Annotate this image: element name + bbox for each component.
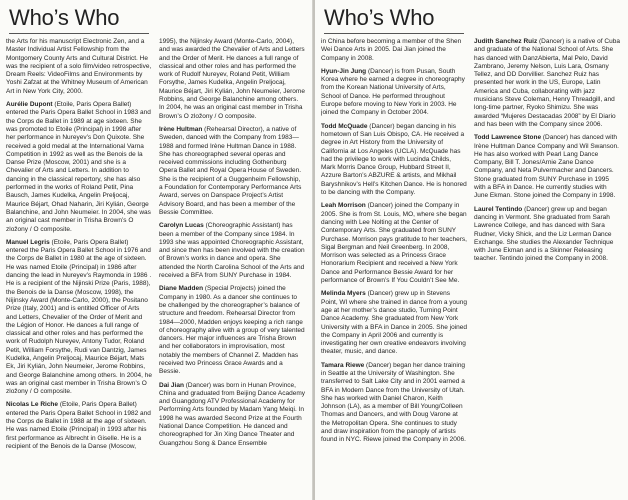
bio-name: Aurélie Dupont xyxy=(6,101,53,109)
right-page xyxy=(315,0,628,500)
bio-name: Manuel Legris xyxy=(6,238,50,246)
bio-name: Dai Jian xyxy=(159,381,184,389)
bio-entry xyxy=(159,285,305,376)
bio-entry xyxy=(321,290,467,356)
bio-text: (Etoile, Paris Opera Ballet) entered the Paris Opera Ballet School in 1976 and the Corps de Ballet in 1980 at the age of sixteen. He was named Etoile (Principal) in 1986 after dancing the lead in Nureyev’s Raymonda in 1986 . He is a recipient of the Nijinski Prize (Paris, 1988), the Benois de la Danse (Moscow, 1998), the Nijinsky Award (Monte-Carlo, 2000), the Positano Prize (Italy, 2001) and is entitled Officer of Arts and Letters, Chevalier of the Order of Merit and the Légion of Honor. He dances a full range of classical and other roles and has performed the work of Rudolph Nureyev, Antony Tudor, Roland Petit, William Forsythe, Rudi van Dantzig, James Kudelka, Angelin Preljocaj, Maurice Béjart, Mats Ek, Jiri Kylián, John Neumeier, Jerome Robbins, and George Balanchine among others. In 2004, he was an original cast member in Trisha Brown’s O zložony / O composite. xyxy=(6,238,152,396)
left-column-2 xyxy=(159,38,305,498)
bio-entry xyxy=(6,401,152,451)
bio-entry xyxy=(321,123,467,198)
bio-name: Leah Morrison xyxy=(321,202,366,210)
bio-text: (Dancer) was born in Hunan Province, China and graduated from Beijing Dance Academy and Guangdong ATV Professional Academy for Performing Arts founded by Madam Yang Meiqi. In 1998 he was awarded Second Prize at the Fourth National Dance Competition. He danced and choreographed for Jin Xing Dance Theater and Guangzhou Song & Dance Ensemble xyxy=(159,381,305,447)
title-rule-left xyxy=(9,33,149,34)
bio-text: the Arts for his manuscript Electronic Zen, and a Master Individual Artist Fellowship from the Montgomery County Arts and Cultural District. He was the recipient of a solo film/video retrospective, Dream Reels: VideoFilms and Environments by Yoshi Zafzat at the Whitney Museum of American Art in New York City, 2000. xyxy=(6,38,152,95)
bio-text: (Special Projects) joined the Company in 1980. As a dancer she continues to be challenged by the choreographer’s balance of structure and freedom. Rehearsal Director from 1984—2000, Madden enjoys keeping a rich range of choreography alive with a group of very talented dancers. Her major influences are Trisha Brown and her collaborators in improvisation, most notably the members of Channel Z. Madden has received two Princess Grace Awards and a Bessie. xyxy=(159,285,305,376)
bio-entry xyxy=(321,38,467,63)
bio-entry xyxy=(474,38,620,129)
bio-entry xyxy=(321,202,467,285)
bio-text: (Dancer) began her dance training in Seattle at the University of Washington. She transferred to Salt Lake City and in 2001 earned a BFA in Modern Dance from the University of Utah. She has worked with Daniel Charon, Keith Johnson (LA), as a member of Bill Young/Colleen Thomas and Dancers, and with Doug Varone at the Metropolitan Opera. She continues to study and draw inspiration from the panoply of artists found in NYC. Riewe joined the Company in 2006. xyxy=(321,361,466,444)
bio-name: Judith Sanchez Ruiz xyxy=(474,38,538,45)
bio-entry xyxy=(159,222,305,280)
bio-text: (Etoile, Paris Opera Ballet) entered the Paris Opera Ballet School in 1982 and the Corps de Ballet in 1988 at the age of sixteen. He was named Etoile (Principal) in 1993 after his first performance as Albrecht in Giselle. He is a recipient of the Benois de la Danse (Moscow, xyxy=(6,401,151,450)
bio-name: Todd McQuade xyxy=(321,122,368,130)
bio-entry xyxy=(6,239,152,397)
left-page xyxy=(0,0,313,500)
bio-text: (Etoile, Paris Opera Ballet) entered the Paris Opera Ballet School in 1983 and the Corps de Ballet in 1989 at age sixteen. She was promoted to Etoile (Principal) in 1998 after her performance in Nureyev’s Don Quixote. She received a gold medal at the International Varna Competition in 1992 as well as the Benois de la Danse Prize (Moscow, 2001) and she is a Chevalier of Arts and Letters. In addition to dancing in the classical repertory, she has also performed in the works of Roland Petit, Pina Bausch, James Kudelka, Angelin Preljocaj, Maurice Béjart, Ohad Naharin, Jiri Kylián, George Balanchine, and John Neumeier. In 2004, she was an original cast member in Trisha Brown’s O zložony / O composite. xyxy=(6,101,151,233)
page-title-right: Who’s Who xyxy=(324,5,435,30)
right-column-1 xyxy=(321,38,467,498)
bio-name: Tamara Riewe xyxy=(321,361,365,369)
bio-text: in China before becoming a member of the Shen Wei Dance Arts in 2005. Dai Jian joined the Company in 2008. xyxy=(321,38,462,62)
bio-entry xyxy=(474,206,620,264)
bio-text: (Dancer) grew up in Stevens Point, WI where she trained in dance from a young age at her mother’s dance studio, Turning Point Dance Academy. She graduated from New York University with a BFA in Dance in 2005. She joined the Company in April 2006 and currently is investigating her own creative endeavors involving theater, music, and dance. xyxy=(321,290,467,356)
left-column-1 xyxy=(6,38,152,498)
bio-entry xyxy=(159,126,305,217)
bio-text: (Rehearsal Director), a native of Sweden, danced with the Company from 1983—1988 and formed Irène Hultman Dance in 1988. She has choreographed several operas and received commissions including Gothenburg Opera Ballet and Royal Opera House of Sweden. She is the recipient of a Guggenheim Fellowship, a Foundation for Contemporary Performance Arts Award, serves on Danspace Project’s Artist Advisory Board, and has been a member of the Bessie Committee. xyxy=(159,125,302,216)
bio-entry xyxy=(321,68,467,118)
bio-name: Melinda Myers xyxy=(321,290,366,298)
bio-name: Laurel Tentindo xyxy=(474,205,523,213)
bio-name: Carolyn Lucas xyxy=(159,222,204,230)
bio-name: Nicolas Le Riche xyxy=(6,401,59,409)
bio-text: (Dancer) grew up and began dancing in Vermont. She graduated from Sarah Lawrence College, and has danced with Sara Rudner, Vicky Shick, and the Liz Lerman Dance Exchange. She studies the Alexander Technique with June Ekman and is a Skinner Releasing teacher. Tentindo joined the Company in 2008. xyxy=(474,205,614,263)
title-rule-right xyxy=(324,33,464,34)
bio-entry xyxy=(6,38,152,96)
bio-name: Diane Madden xyxy=(159,285,204,293)
bio-text: (Dancer) is a native of Cuba and graduate of the National School of Arts. She has danced with DanzAbierta, Mal Pelo, David Zambrano, Jeremy Nelson, Luis Lara, Osmany Tellez, and DD Dorvillier. Sanchez Ruiz has presented her work in the US, Europe, Latin America and Cuba, collaborating with jazz musicians Steve Coleman, Henry Threadgill, and long-time partner, Ryoko Shimizu. She was awarded “Mujeres Destacadas 2008” by El Diario and has been with the Company since 2006. xyxy=(474,38,620,128)
bio-name: Todd Lawrence Stone xyxy=(474,134,542,142)
bio-name: Hyun-Jin Jung xyxy=(321,67,367,75)
bio-text: (Dancer) began dancing in his hometown of San Luis Obispo, CA. He received a degree in Art History from the University of California at Los Angeles (UCLA). McQuade has had the privilege to work with Lucinda Childs, Mark Morris Dance Group, Hubbard Street II, Azzure Barton’s ABZURE & artists, and Mikhail Baryshnikov’s Hell’s Kitchen Dance. He is honored to be dancing with the Company. xyxy=(321,122,467,197)
bio-text: (Dancer) is from Pusan, South Korea where he earned a degree in choreography from the Korean National University of Arts, School of Dance. He performed throughout Europe before moving to New York in 2003. He joined the Company in October 2004. xyxy=(321,67,465,117)
bio-entry xyxy=(321,362,467,445)
bio-entry xyxy=(159,38,305,121)
page-title-left: Who’s Who xyxy=(9,5,120,30)
bio-text: (Choreographic Assistant) has been a member of the Company since 1984. In 1993 she was appointed Choreographic Assistant, and since then has been involved with the creation of Brown’s works in dance and opera. She attended the North Carolina School of the Arts and received a BFA from SUNY Purchase in 1984. xyxy=(159,222,305,280)
bio-name: Irène Hultman xyxy=(159,125,203,133)
bio-entry xyxy=(6,101,152,234)
bio-entry xyxy=(474,134,620,200)
bio-entry xyxy=(159,382,305,448)
bio-text: 1995), the Nijinsky Award (Monte-Carlo, 2004), and was awarded the Chevalier of Arts and Letters and the Order of Merit. He dances a full range of classical and other roles and has performed the work of Rudolf Nureyev, Roland Petit, William Forsythe, James Kudelka, Angelin Preljocaj, Maurice Béjart, Jiri Kylián, John Neumeier, Jerome Robbins, and George Balanchine among others. In 2004, he was an original cast member in Trisha Brown’s O zložony / O composite. xyxy=(159,38,305,120)
bio-text: (Dancer) has danced with Irène Hultman Dance Company and Wil Swanson. He has also worked with Pearl Lang Dance Company, Bill T. Jones/Arnie Zane Dance Company, and Neta Pulvermacher and Dancers. Stone graduated from SUNY Purchase in 1995 with a BFA in Dance. He currently studies with June Ekman. Stone joined the Company in 1998. xyxy=(474,134,619,200)
right-column-2 xyxy=(474,38,620,498)
bio-text: (Dancer) joined the Company in 2005. She is from St. Louis, MO, where she began dancing with Lee Nolting at the Center of Contemporary Arts. She graduated from SUNY Purchase. Morrison pays gratitude to her teachers, Sigal Bergman and Neil Greenberg. In 2008, Morrison was selected as a Princess Grace Honorarium Recipient and received a New York Dance and Performance Bessie Award for her performance of Brown’s If You Couldn’t See Me. xyxy=(321,202,467,285)
